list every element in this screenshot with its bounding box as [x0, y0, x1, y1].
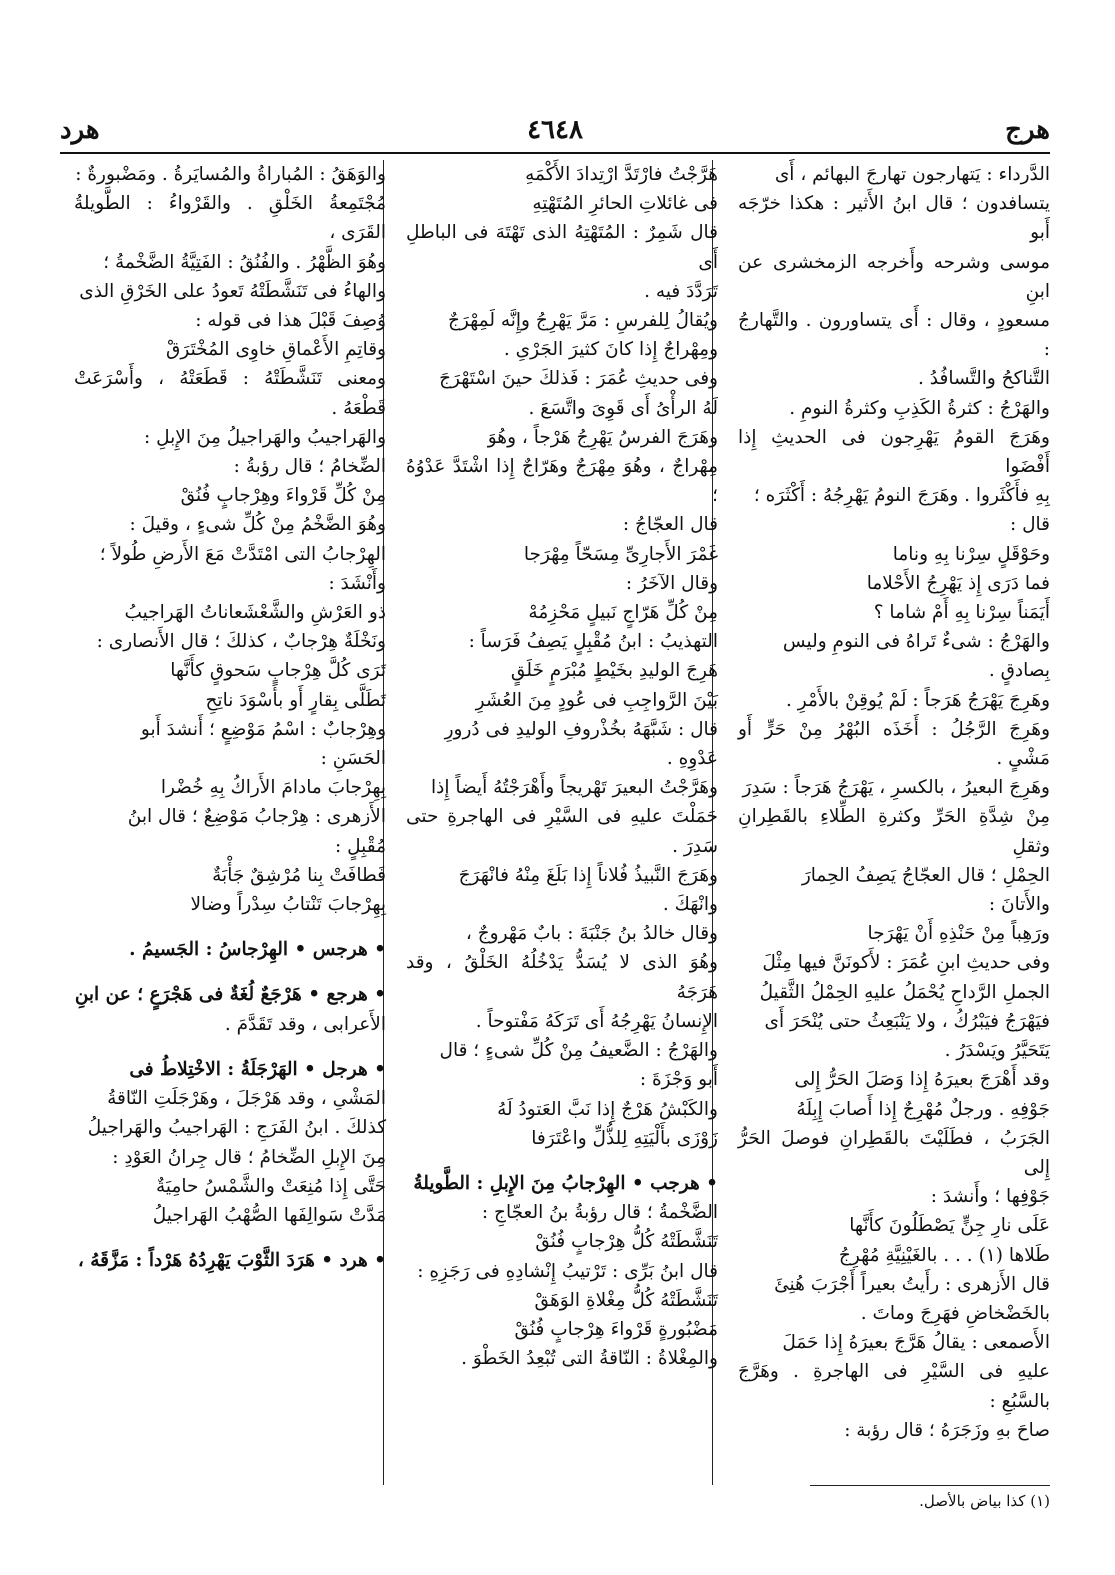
text-line: والهَرْجُ : الضَّعيفُ مِنْ كُلِّ شىءٍ ؛ قال: [439, 1040, 718, 1062]
text-line: وهَرَّجْتُ البعيرَ تَهْريجاً وأَهْرَجْتُهُ أَيضاً إِذا: [430, 777, 718, 799]
text-line: والهاءُ فى تَنَشَّطَتْهُ تَعودُ على الخَرْقِ الذى: [79, 280, 386, 302]
text-line: مِهْراجٌ ، وهُوَ مِهْرَجٌ وهَرّاجٌ إِذا اشْتَدَّ عَدْوُهُ ؛: [406, 456, 718, 507]
text-line: الحَسَنِ :: [320, 748, 386, 770]
text-line: غَمْرَ الأَجارِىِّ مِسَحّاً مِهْرَجا: [523, 543, 718, 565]
entry-headword-line: • هرد • هَرَدَ الثَّوْبَ يَهْرِدُهُ هَرْداً : مَزَّقَهُ ،: [77, 1250, 386, 1272]
text-line: عَلَى نارِ جِنٍّ يَصْطَلُونَ كأَنَّها: [849, 1215, 1050, 1237]
text-line: وهَرَجَ الفرسُ يَهْرِجُ هَرْجاً ، وهُوَ: [487, 426, 718, 448]
running-head-right: هرج: [1005, 115, 1050, 145]
text-line: كذلكَ . ابنُ الفَرَجِ : الهَراجيبُ والهَراجيلُ: [87, 1117, 386, 1139]
text-line: مِنْ كُلِّ هَرّاجٍ نَبيلٍ مَحْزِمُهْ: [528, 602, 718, 624]
text-line: التَّناكحُ والتَّسافُدُ .: [918, 368, 1050, 390]
text-line: الأَزهرى : هِرْجابُ مَوْضِعٌ ؛ قال ابنُ: [127, 806, 386, 828]
text-line: بِصادقٍ .: [988, 660, 1050, 682]
text-line: وهُوَ الضَّخْمُ مِنْ كُلِّ شىءٍ ، وقيلَ :: [129, 514, 386, 536]
text-line: فما دَرَى إِذ يَهْرِجُ الأَحْلاما: [866, 572, 1050, 594]
text-line: مُجْتَمِعةُ الخَلْقِ . والقَرْواءُ : الطَّويلةُ القَرَى ،: [74, 193, 386, 244]
text-line: مِنْ كُلِّ قَرْواءَ وهِرْجابٍ فُنُقْ: [180, 485, 386, 507]
text-line: وحَوْقَلٍ سِرْنا بِهِ وناما: [892, 543, 1050, 565]
text-line: الأَعرابى ، وقد تَقَدَّمَ .: [224, 1013, 386, 1035]
running-head-left: هرد: [60, 115, 100, 145]
text-line: والهَرْجُ : شىءٌ تَراهُ فى النومِ وليس: [782, 631, 1050, 653]
text-line: ذو العَرْشِ والشَّعْشَعاناتُ الهَراجيبُ: [124, 602, 386, 624]
text-line: بالخَضْخاضِ فهَرِجَ وماتَ .: [860, 1302, 1050, 1324]
text-line: والهَراجيبُ والهَراجيلُ مِنَ الإِبلِ :: [144, 426, 386, 448]
text-line: والأَتانَ :: [988, 894, 1050, 916]
text-line: الأَصمعى : يقالُ هَرَّجَ بعيرَهُ إِذا حَمَلَ: [782, 1332, 1050, 1354]
text-line: ويُقالُ لِلفرسِ : مَرَّ يَهْرِجُ وإِنَّه لَمِهْرَجٌ: [447, 310, 718, 332]
text-line: وهِرْجابٌ : اسْمُ مَوْضِعٍ ؛ أَنشدَ أَبو: [140, 718, 386, 740]
text-line: يَتَحَيَّرُ ويَسْدَرُ .: [944, 1040, 1050, 1062]
text-line: مسعودٍ ، وقال : أَى يتساورون . والتَّهارجُ :: [738, 310, 1050, 361]
text-line: تَرَدَّدَ فيه .: [644, 280, 718, 302]
text-line: وهَرَجَ القومُ يَهْرِجون فى الحديثِ إِذا أَفْضَوا: [738, 426, 1050, 478]
footnote: (١) كذا بياض بالأصل.: [919, 1492, 1050, 1510]
text-line: وانْهَكَ .: [662, 894, 718, 916]
text-line: والكَبْشُ هَرْجٌ إِذا نَبَّ العَتودُ لَهُ: [497, 1098, 718, 1120]
text-line: قال ابنُ بَرِّى : تَرْتيبُ إِنْشادِهِ فى رَجَزِهِ :: [417, 1260, 718, 1282]
text-line: مَدَّتْ سَوالِفَها الصُّهْبُ الهَراجيلُ: [152, 1204, 386, 1226]
text-line: فيَهْرَجُ فيَبْرُكُ ، ولا يَنْبَعِثُ حتى يُنْحَرَ أَى: [764, 1010, 1050, 1032]
text-line: حَتَّى إِذا مُنِعَتْ والشَّمْسُ حامِيَةٌ: [155, 1175, 386, 1197]
column-middle: [406, 160, 718, 1373]
text-line: قال العجّاجُ :: [622, 514, 718, 536]
text-line: قال : شَبَّهَهُ بخُذْروفِ الوليدِ فى دُرورِ: [444, 718, 718, 740]
footnote-rule: [810, 1485, 1050, 1486]
text-line: تَطَلَّى بِقارٍ أَو بأَسْوَدَ ناتِحِ: [205, 689, 386, 711]
text-line: المَشْىِ ، وقد هَرْجَلَ ، وهَرْجَلَتِ النّاقةُ: [107, 1088, 386, 1110]
text-line: فى غائلاتِ الحائرِ المُتَهْتِهِ: [532, 193, 718, 215]
text-line: الإِنسانُ يَهْرِجُهُ أَى تَرَكَهُ مَفْتوحاً .: [475, 1010, 718, 1032]
text-line: وهَرَجَ النَّبيذُ فُلاناً إِذا بَلَغَ مِنْهُ فانْهَرَجَ: [458, 864, 718, 886]
text-line: ونَخْلَةٌ هِرْجابٌ ، كذلكَ ؛ قال الأَنصارى :: [96, 631, 386, 653]
text-line: ومِهْراجٌ إِذا كانَ كثيرَ الجَرْىِ .: [503, 339, 718, 361]
text-line: بَيْنَ الرَّواجِبِ فى عُودٍ مِنَ العُشَرِ: [475, 689, 718, 711]
column-right: [738, 160, 1050, 1445]
text-line: أَبو وَجْزَةَ :: [639, 1069, 718, 1091]
text-line: بِهِرْجابَ تَنْتابُ سِدْراً وضالا: [190, 894, 386, 916]
text-line: تَرَى كُلَّ هِرْجابٍ سَحوقٍ كأَنَّها: [170, 660, 386, 682]
text-line: لَهُ الرأْىُ أَى قَوِىَ واتَّسَعَ .: [528, 397, 718, 419]
text-line: بِهِ فأَكْثَروا . وهَرَجَ النومُ يَهْرِجُهُ : أَكْثَرَه ؛: [753, 485, 1050, 507]
text-line: وقال الآخَرُ :: [625, 572, 718, 594]
text-line: صاحَ بهِ وزَجَرَهُ ؛ قال رؤبة :: [844, 1419, 1050, 1441]
text-line: الجملِ الرَّداحِ يُحْمَلُ عليهِ الحِمْلُ الثَّقيلُ: [759, 981, 1050, 1003]
text-line: مَضْبُورةٍ قَرْواءَ هِرْجابٍ فُنُقْ: [514, 1318, 718, 1340]
text-line: وهَرِجَ الرَّجُلُ : أَخَذَه البُهْرُ مِنْ حَرٍّ أَو مَشْىٍ .: [738, 718, 1050, 770]
text-line: وفى حديثِ عُمَرَ : فَذلكَ حينَ اسْتَهْرَجَ: [439, 368, 718, 390]
text-line: ورَهِباً مِنْ حَنْذِهِ أَنْ يَهْرَجا: [867, 923, 1050, 945]
text-line: قال الأَزهرى : رأَيتُ بعيراً أَجْرَبَ هُنِئَ: [774, 1273, 1050, 1295]
text-line: حَمَلْتَ عليهِ فى السَّيْرِ فى الهاجرةِ حتى سَدِرَ .: [406, 806, 718, 857]
text-line: وفى حديثِ ابنِ عُمَرَ : لأَكونَنَّ فيها مِثْلَ: [762, 952, 1050, 974]
text-line: الهِرْجابُ التى امْتَدَّتْ مَعَ الأَرضِ طُولاً ؛: [99, 543, 386, 565]
text-line: بِهِرْجابَ مادامَ الأَراكُ بِهِ خُضْرا: [160, 777, 386, 799]
text-line: هَرِجَ الوليدِ بخَيْطٍ مُبْرَمٍ خَلَقٍ: [510, 660, 718, 682]
text-line: مُقْبِلٍ :: [335, 835, 386, 857]
column-left: [74, 160, 386, 1275]
text-line: وهَرِجَ البعيرُ ، بالكسرِ ، يَهْرَجُ هَرَجاً : سَدِرَ: [742, 777, 1050, 799]
entry-headword-line: • هرجس • الهِرْجاسُ : الجَسيمُ .: [129, 939, 386, 961]
text-line: والهَرْجُ : كثرةُ الكَذِبِ وكثرةُ النومِ .: [789, 397, 1050, 419]
entry-headword-line: • هرجب • الهِرْجابُ مِنَ الإِبلِ : الطَّويلةُ: [413, 1172, 718, 1194]
entry-headword-line: • هرجل • الهَرْجَلَةُ : الاخْتِلاطُ فى: [129, 1058, 386, 1080]
text-line: وقد أَهْرَجَ بعيرَهُ إِذا وَصَلَ الحَرُّ إِلى: [794, 1069, 1050, 1091]
text-line: قال :: [1009, 514, 1050, 536]
text-line: موسى وشرحه وأَخرجه الزمخشرى عن ابنِ: [738, 251, 1050, 302]
text-line: الدَّرداء : يَتهارجون تهارجَ البهائم ، أَى: [774, 164, 1050, 185]
header-rule: [60, 152, 1050, 154]
text-line: وهُوَ الظَّهْرُ . والفُنُقُ : الفَتِيَّةُ الضَّخْمةُ ؛: [103, 251, 386, 273]
text-line: وقال خالدُ بنُ جَنْبَةَ : بابٌ مَهْروجٌ ،: [465, 923, 718, 945]
text-line: مِنْ شِدَّةِ الحَرِّ وكثرةِ الطِّلاءِ بالقَطِرانِ وثقلِ: [738, 806, 1050, 857]
text-line: جَوْفِهِ . ورجلٌ مُهْرِجٌ إِذا أَصابَ إِبِلَهُ: [796, 1098, 1050, 1120]
text-line: وقاتِمِ الأَعْماقِ خاوِى المُخْتَرَقْ: [166, 339, 386, 361]
text-line: ومعنى تَنَشَّطَتْهُ : قَطَعَتْهُ ، وأَسْرَعَتْ قَطْعَهُ .: [74, 368, 386, 419]
entry-headword-line: • هرجع • هَرْجَعٌ لُغَةٌ فى هَجْرَعٍ ؛ عن ابنِ: [74, 984, 386, 1006]
text-line: عَدْوِهِ .: [666, 748, 718, 770]
text-line: مِنَ الإِبلِ الضِّخامُ ؛ قال جِرانُ العَوْدِ :: [112, 1146, 386, 1168]
text-line: هَرَّجْتُ فارْتَدَّ ارْتِدادَ الأَكْمَهِ: [525, 164, 718, 185]
text-line: والوَهَقُ : المُباراةُ والمُسايَرةُ . ومَضْبورةٌ :: [75, 164, 386, 185]
text-line: وأَنْشَدَ :: [328, 572, 386, 594]
page-number: ٤٦٤٨: [527, 115, 583, 145]
text-line: يتسافدون ؛ قال ابنُ الأَثير : هكذا خرّجَه أَبو: [738, 193, 1050, 244]
text-line: وُصِفَ قَبْلَ هذا فى قوله :: [195, 310, 386, 332]
text-line: الضَّخْمةُ ؛ قال رؤبةُ بنُ العجّاجِ :: [481, 1202, 718, 1224]
text-line: وهُوَ الذى لا يُسَدُّ يَدْخُلُهُ الخَلْقُ ، وقد هَرَجَهُ: [406, 952, 718, 1003]
text-line: تَنَشَّطَتْهُ كُلُّ هِرْجابٍ فُنُقْ: [535, 1231, 718, 1253]
text-line: الضِّخامُ ؛ قال رؤبةُ :: [233, 456, 386, 478]
text-line: وهَرِجَ يَهْرَجُ هَرَجاً : لَمْ يُوقِنْ بالأَمْرِ .: [785, 689, 1050, 711]
text-line: قال شَمِرٌ : المُتَهْتِهُ الذى تَهْتَهَ فى الباطلِ أَى: [406, 222, 718, 273]
text-line: طَلاها (١) . . . بالغَيْنِيَّةِ مُهْرِجُ: [838, 1244, 1050, 1266]
text-line: جَوْفِها ؛ وأَنشدَ :: [930, 1186, 1050, 1208]
text-line: أَيَمَناً سِرْنا بِهِ أَمْ شاما ؟: [873, 602, 1050, 624]
text-line: زَوْزَى بأَلْيَتِهِ لِلذُّلِّ واعْتَرَفا: [531, 1127, 718, 1149]
text-line: فَطافَتْ بِنا مُرْشِقٌ جَأْبَةٌ: [212, 864, 386, 886]
text-line: التهذيبُ : ابنُ مُقْبِلٍ يَصِفُ فَرَساً :: [468, 631, 718, 653]
text-line: تَنَشَّطَتْهُ كُلُّ مِغْلاةِ الوَهَقْ: [534, 1289, 718, 1311]
page-header: [60, 115, 1050, 153]
text-line: عليهِ فى السَّيْرِ فى الهاجرةِ . وهَرَّجَ بالسَّبُعِ :: [738, 1361, 1050, 1412]
text-line: والمِغْلاةُ : النّاقةُ التى تُبْعِدُ الخَطْوَ .: [461, 1348, 718, 1370]
text-line: الجَرَبُ ، فطَلَيْتَ بالقَطِرانِ فوصلَ الحَرُّ إِلى: [738, 1127, 1050, 1178]
text-line: الحِمْلِ ؛ قال العجّاجُ يَصِفُ الحِمارَ: [801, 864, 1050, 886]
